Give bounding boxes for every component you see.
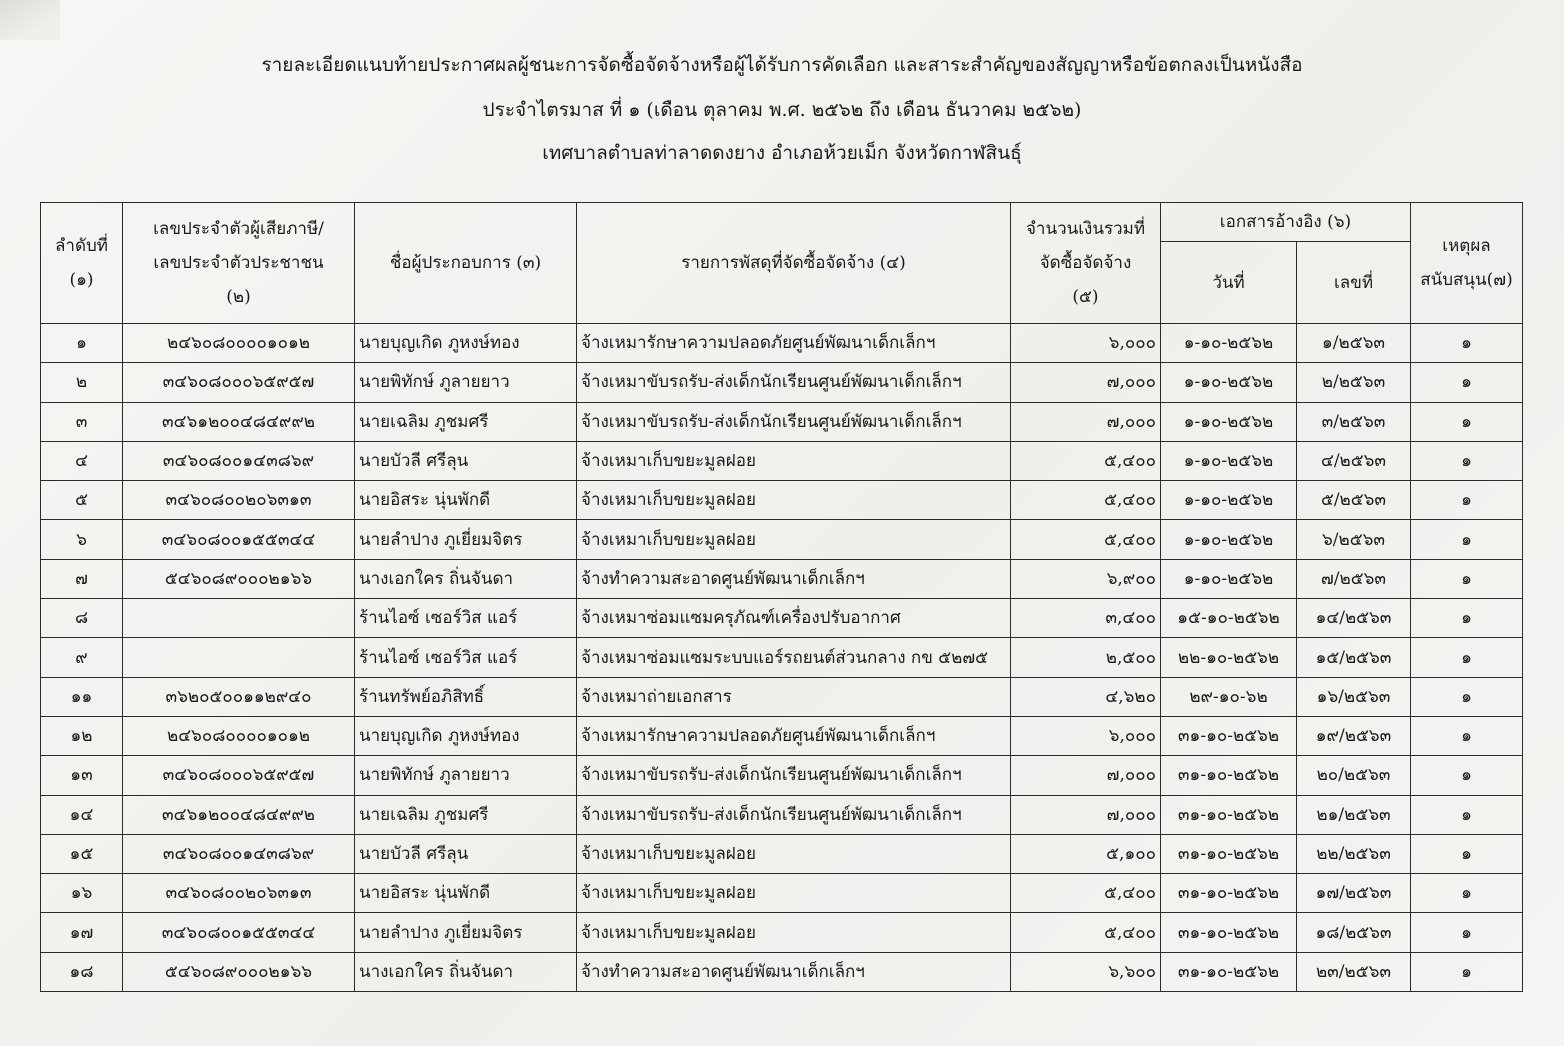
- cell-ref-date: ๓๑-๑๐-๒๕๖๒: [1161, 913, 1297, 952]
- table-row: [41, 520, 1523, 559]
- cell-tax-id: ๓๔๖๐๘๐๐๑๔๓๘๖๙: [123, 834, 355, 873]
- col-header-no-line2: (๑): [69, 270, 94, 290]
- cell-reason: ๑: [1411, 638, 1523, 677]
- cell-ref-number: ๑๖/๒๕๖๓: [1297, 677, 1411, 716]
- cell-item: จ้างเหมาซ่อมแซมระบบแอร์รถยนต์ส่วนกลาง กข ๕๒๗๕: [577, 638, 1011, 677]
- cell-reason: ๑: [1411, 874, 1523, 913]
- cell-ref-date: ๓๑-๑๐-๒๕๖๒: [1161, 795, 1297, 834]
- cell-item: จ้างเหมาเก็บขยะมูลฝอย: [577, 874, 1011, 913]
- cell-no: ๑๘: [41, 952, 123, 991]
- cell-tax-id: ๒๔๖๐๘๐๐๐๐๑๐๑๒: [123, 324, 355, 363]
- cell-amount: ๕,๔๐๐: [1011, 481, 1161, 520]
- cell-reason: ๑: [1411, 441, 1523, 480]
- cell-ref-number: ๒๓/๒๕๖๓: [1297, 952, 1411, 991]
- cell-ref-number: ๑๗/๒๕๖๓: [1297, 874, 1411, 913]
- cell-vendor-name: นายบัวลี ศรีลุน: [355, 834, 577, 873]
- cell-ref-date: ๑-๑๐-๒๕๖๒: [1161, 363, 1297, 402]
- cell-ref-date: ๓๑-๑๐-๒๕๖๒: [1161, 874, 1297, 913]
- cell-reason: ๑: [1411, 363, 1523, 402]
- cell-vendor-name: นายพิทักษ์ ภูลายยาว: [355, 756, 577, 795]
- document-title: รายละเอียดแนบท้ายประกาศผลผู้ชนะการจัดซื้อจัดจ้างหรือผู้ได้รับการคัดเลือก และสาระสำคัญของสัญญาหรือข้อตกลงเป็นหนังสือ: [261, 54, 1303, 76]
- document-organization: เทศบาลตำบลท่าลาดดงยาง อำเภอห้วยเม็ก จังหวัดกาฬสินธุ์: [542, 142, 1022, 164]
- col-header-tax-line3: (๒): [226, 287, 251, 307]
- cell-ref-number: ๑๕/๒๕๖๓: [1297, 638, 1411, 677]
- cell-no: ๙: [41, 638, 123, 677]
- cell-ref-date: ๑-๑๐-๒๕๖๒: [1161, 441, 1297, 480]
- table-row: [41, 756, 1523, 795]
- cell-tax-id: ๓๔๖๑๒๐๐๔๘๔๙๙๒: [123, 402, 355, 441]
- cell-item: จ้างเหมารักษาความปลอดภัยศูนย์พัฒนาเด็กเล็กฯ: [577, 716, 1011, 755]
- col-header-reason-line1: เหตุผล: [1442, 236, 1491, 256]
- cell-ref-date: ๓๑-๑๐-๒๕๖๒: [1161, 952, 1297, 991]
- cell-ref-date: ๑๕-๑๐-๒๕๖๒: [1161, 599, 1297, 638]
- table-row: [41, 638, 1523, 677]
- cell-ref-date: ๑-๑๐-๒๕๖๒: [1161, 481, 1297, 520]
- cell-vendor-name: นายบัวลี ศรีลุน: [355, 441, 577, 480]
- cell-no: ๑๓: [41, 756, 123, 795]
- col-header-reason: [1411, 203, 1523, 324]
- table-row: [41, 441, 1523, 480]
- cell-no: ๔: [41, 441, 123, 480]
- cell-ref-date: ๑-๑๐-๒๕๖๒: [1161, 520, 1297, 559]
- cell-tax-id: [123, 599, 355, 638]
- cell-ref-number: ๑๙/๒๕๖๓: [1297, 716, 1411, 755]
- table-row: [41, 834, 1523, 873]
- cell-vendor-name: นายบุญเกิด ภูหงษ์ทอง: [355, 716, 577, 755]
- cell-ref-date: ๓๑-๑๐-๒๕๖๒: [1161, 756, 1297, 795]
- cell-reason: ๑: [1411, 913, 1523, 952]
- cell-amount: ๓,๔๐๐: [1011, 599, 1161, 638]
- cell-amount: ๗,๐๐๐: [1011, 363, 1161, 402]
- cell-ref-number: ๓/๒๕๖๓: [1297, 402, 1411, 441]
- cell-vendor-name: นายเฉลิม ภูชมศรี: [355, 402, 577, 441]
- cell-reason: ๑: [1411, 795, 1523, 834]
- cell-ref-date: ๑-๑๐-๒๕๖๒: [1161, 402, 1297, 441]
- cell-amount: ๖,๖๐๐: [1011, 952, 1161, 991]
- cell-amount: ๗,๐๐๐: [1011, 795, 1161, 834]
- table-row: [41, 481, 1523, 520]
- col-header-amount: [1011, 203, 1161, 324]
- col-header-vendor: ชื่อผู้ประกอบการ (๓): [355, 203, 577, 324]
- cell-item: จ้างเหมาเก็บขยะมูลฝอย: [577, 520, 1011, 559]
- cell-reason: ๑: [1411, 677, 1523, 716]
- cell-tax-id: ๕๔๖๐๘๙๐๐๐๒๑๖๖: [123, 559, 355, 598]
- col-header-amount-line2: จัดซื้อจัดจ้าง: [1039, 253, 1132, 273]
- cell-item: จ้างเหมาเก็บขยะมูลฝอย: [577, 834, 1011, 873]
- cell-tax-id: ๓๔๖๐๘๐๐๑๔๓๘๖๙: [123, 441, 355, 480]
- col-header-tax-line1: เลขประจำตัวผู้เสียภาษี/: [153, 219, 324, 239]
- cell-vendor-name: ร้านไอซ์ เซอร์วิส แอร์: [355, 599, 577, 638]
- cell-ref-date: ๑-๑๐-๒๕๖๒: [1161, 559, 1297, 598]
- col-header-ref-number: เลขที่: [1297, 242, 1411, 324]
- table-row: [41, 677, 1523, 716]
- table-row: [41, 559, 1523, 598]
- cell-reason: ๑: [1411, 952, 1523, 991]
- table-row: [41, 599, 1523, 638]
- col-header-no: [41, 203, 123, 324]
- table-header: [41, 203, 1523, 324]
- cell-tax-id: ๓๔๖๐๘๐๐๐๖๕๙๕๗: [123, 756, 355, 795]
- col-header-item: รายการพัสดุที่จัดซื้อจัดจ้าง (๔): [577, 203, 1011, 324]
- cell-ref-number: ๒๐/๒๕๖๓: [1297, 756, 1411, 795]
- table-row: [41, 913, 1523, 952]
- cell-tax-id: ๕๔๖๐๘๙๐๐๐๒๑๖๖: [123, 952, 355, 991]
- cell-no: ๑๑: [41, 677, 123, 716]
- cell-item: จ้างเหมาขับรถรับ-ส่งเด็กนักเรียนศูนย์พัฒนาเด็กเล็กฯ: [577, 402, 1011, 441]
- cell-reason: ๑: [1411, 324, 1523, 363]
- cell-vendor-name: นายบุญเกิด ภูหงษ์ทอง: [355, 324, 577, 363]
- cell-reason: ๑: [1411, 402, 1523, 441]
- cell-tax-id: ๓๔๖๐๘๐๐๐๖๕๙๕๗: [123, 363, 355, 402]
- cell-amount: ๗,๐๐๐: [1011, 756, 1161, 795]
- cell-ref-number: ๑๘/๒๕๖๓: [1297, 913, 1411, 952]
- cell-item: จ้างเหมาขับรถรับ-ส่งเด็กนักเรียนศูนย์พัฒนาเด็กเล็กฯ: [577, 363, 1011, 402]
- cell-ref-date: ๑-๑๐-๒๕๖๒: [1161, 324, 1297, 363]
- col-header-tax-id: [123, 203, 355, 324]
- cell-no: ๓: [41, 402, 123, 441]
- cell-ref-number: ๒๒/๒๕๖๓: [1297, 834, 1411, 873]
- cell-ref-date: ๒๙-๑๐-๖๒: [1161, 677, 1297, 716]
- table-row: [41, 402, 1523, 441]
- cell-no: ๘: [41, 599, 123, 638]
- cell-item: จ้างเหมาขับรถรับ-ส่งเด็กนักเรียนศูนย์พัฒนาเด็กเล็กฯ: [577, 795, 1011, 834]
- cell-ref-number: ๒๑/๒๕๖๓: [1297, 795, 1411, 834]
- cell-tax-id: ๓๖๒๐๕๐๐๑๑๒๙๔๐: [123, 677, 355, 716]
- cell-ref-number: ๕/๒๕๖๓: [1297, 481, 1411, 520]
- cell-tax-id: [123, 638, 355, 677]
- cell-vendor-name: นางเอกใคร ถิ่นจันดา: [355, 952, 577, 991]
- cell-tax-id: ๓๔๖๑๒๐๐๔๘๔๙๙๒: [123, 795, 355, 834]
- col-header-reason-line2: สนับสนุน(๗): [1420, 270, 1513, 290]
- col-header-amount-line3: (๕): [1072, 287, 1099, 307]
- cell-amount: ๔,๖๒๐: [1011, 677, 1161, 716]
- col-header-reference: เอกสารอ้างอิง (๖): [1161, 203, 1411, 242]
- col-header-no-line1: ลำดับที่: [54, 236, 108, 256]
- col-header-tax-line2: เลขประจำตัวประชาชน: [153, 253, 324, 273]
- cell-vendor-name: นายลำปาง ภูเยี่ยมจิตร: [355, 520, 577, 559]
- cell-amount: ๕,๔๐๐: [1011, 520, 1161, 559]
- cell-ref-number: ๖/๒๕๖๓: [1297, 520, 1411, 559]
- page-fold-shadow: [0, 0, 60, 40]
- cell-item: จ้างเหมาขับรถรับ-ส่งเด็กนักเรียนศูนย์พัฒนาเด็กเล็กฯ: [577, 756, 1011, 795]
- cell-amount: ๕,๔๐๐: [1011, 913, 1161, 952]
- cell-no: ๑๕: [41, 834, 123, 873]
- cell-vendor-name: นายพิทักษ์ ภูลายยาว: [355, 363, 577, 402]
- cell-item: จ้างเหมาเก็บขยะมูลฝอย: [577, 441, 1011, 480]
- cell-item: จ้างทำความสะอาดศูนย์พัฒนาเด็กเล็กฯ: [577, 559, 1011, 598]
- cell-no: ๑: [41, 324, 123, 363]
- cell-amount: ๒,๕๐๐: [1011, 638, 1161, 677]
- cell-no: ๑๒: [41, 716, 123, 755]
- table-row: [41, 795, 1523, 834]
- cell-no: ๑๗: [41, 913, 123, 952]
- cell-item: จ้างทำความสะอาดศูนย์พัฒนาเด็กเล็กฯ: [577, 952, 1011, 991]
- cell-amount: ๕,๔๐๐: [1011, 441, 1161, 480]
- cell-reason: ๑: [1411, 520, 1523, 559]
- cell-ref-number: ๔/๒๕๖๓: [1297, 441, 1411, 480]
- col-header-ref-date: วันที่: [1161, 242, 1297, 324]
- cell-ref-number: ๑๔/๒๕๖๓: [1297, 599, 1411, 638]
- cell-vendor-name: นายอิสระ นุ่นพักดี: [355, 481, 577, 520]
- cell-amount: ๖,๐๐๐: [1011, 324, 1161, 363]
- cell-item: จ้างเหมาเก็บขยะมูลฝอย: [577, 481, 1011, 520]
- cell-tax-id: ๓๔๖๐๘๐๐๑๕๕๓๔๔: [123, 520, 355, 559]
- cell-reason: ๑: [1411, 834, 1523, 873]
- table-row: [41, 363, 1523, 402]
- cell-reason: ๑: [1411, 559, 1523, 598]
- col-header-amount-line1: จำนวนเงินรวมที่: [1025, 219, 1146, 239]
- cell-item: จ้างเหมาซ่อมแซมครุภัณฑ์เครื่องปรับอากาศ: [577, 599, 1011, 638]
- cell-reason: ๑: [1411, 756, 1523, 795]
- cell-ref-date: ๓๑-๑๐-๒๕๖๒: [1161, 716, 1297, 755]
- cell-item: จ้างเหมาเก็บขยะมูลฝอย: [577, 913, 1011, 952]
- cell-vendor-name: นายเฉลิม ภูชมศรี: [355, 795, 577, 834]
- cell-vendor-name: ร้านทรัพย์อภิสิทธิ์: [355, 677, 577, 716]
- cell-amount: ๖,๐๐๐: [1011, 716, 1161, 755]
- cell-ref-number: ๑/๒๕๖๓: [1297, 324, 1411, 363]
- cell-no: ๖: [41, 520, 123, 559]
- cell-tax-id: ๓๔๖๐๘๐๐๒๐๖๓๑๓: [123, 874, 355, 913]
- cell-ref-number: ๗/๒๕๖๓: [1297, 559, 1411, 598]
- cell-vendor-name: นายอิสระ นุ่นพักดี: [355, 874, 577, 913]
- cell-no: ๕: [41, 481, 123, 520]
- procurement-table: [40, 202, 1523, 992]
- cell-vendor-name: นายลำปาง ภูเยี่ยมจิตร: [355, 913, 577, 952]
- cell-reason: ๑: [1411, 481, 1523, 520]
- cell-tax-id: ๓๔๖๐๘๐๐๑๕๕๓๔๔: [123, 913, 355, 952]
- cell-amount: ๕,๔๐๐: [1011, 874, 1161, 913]
- cell-tax-id: ๓๔๖๐๘๐๐๒๐๖๓๑๓: [123, 481, 355, 520]
- cell-ref-date: ๒๒-๑๐-๒๕๖๒: [1161, 638, 1297, 677]
- table-row: [41, 324, 1523, 363]
- cell-item: จ้างเหมาถ่ายเอกสาร: [577, 677, 1011, 716]
- table-row: [41, 716, 1523, 755]
- cell-vendor-name: ร้านไอซ์ เซอร์วิส แอร์: [355, 638, 577, 677]
- table-body: [41, 324, 1523, 992]
- table-row: [41, 874, 1523, 913]
- cell-amount: ๖,๙๐๐: [1011, 559, 1161, 598]
- table-row: [41, 952, 1523, 991]
- document-period: ประจำไตรมาส ที่ ๑ (เดือน ตุลาคม พ.ศ. ๒๕๖๒ ถึง เดือน ธันวาคม ๒๕๖๒): [482, 99, 1082, 121]
- cell-no: ๑๔: [41, 795, 123, 834]
- cell-vendor-name: นางเอกใคร ถิ่นจันดา: [355, 559, 577, 598]
- cell-reason: ๑: [1411, 716, 1523, 755]
- cell-amount: ๗,๐๐๐: [1011, 402, 1161, 441]
- cell-amount: ๕,๑๐๐: [1011, 834, 1161, 873]
- cell-no: ๑๖: [41, 874, 123, 913]
- cell-reason: ๑: [1411, 599, 1523, 638]
- cell-ref-date: ๓๑-๑๐-๒๕๖๒: [1161, 834, 1297, 873]
- cell-ref-number: ๒/๒๕๖๓: [1297, 363, 1411, 402]
- cell-no: ๒: [41, 363, 123, 402]
- cell-no: ๗: [41, 559, 123, 598]
- cell-item: จ้างเหมารักษาความปลอดภัยศูนย์พัฒนาเด็กเล็กฯ: [577, 324, 1011, 363]
- cell-tax-id: ๒๔๖๐๘๐๐๐๐๑๐๑๒: [123, 716, 355, 755]
